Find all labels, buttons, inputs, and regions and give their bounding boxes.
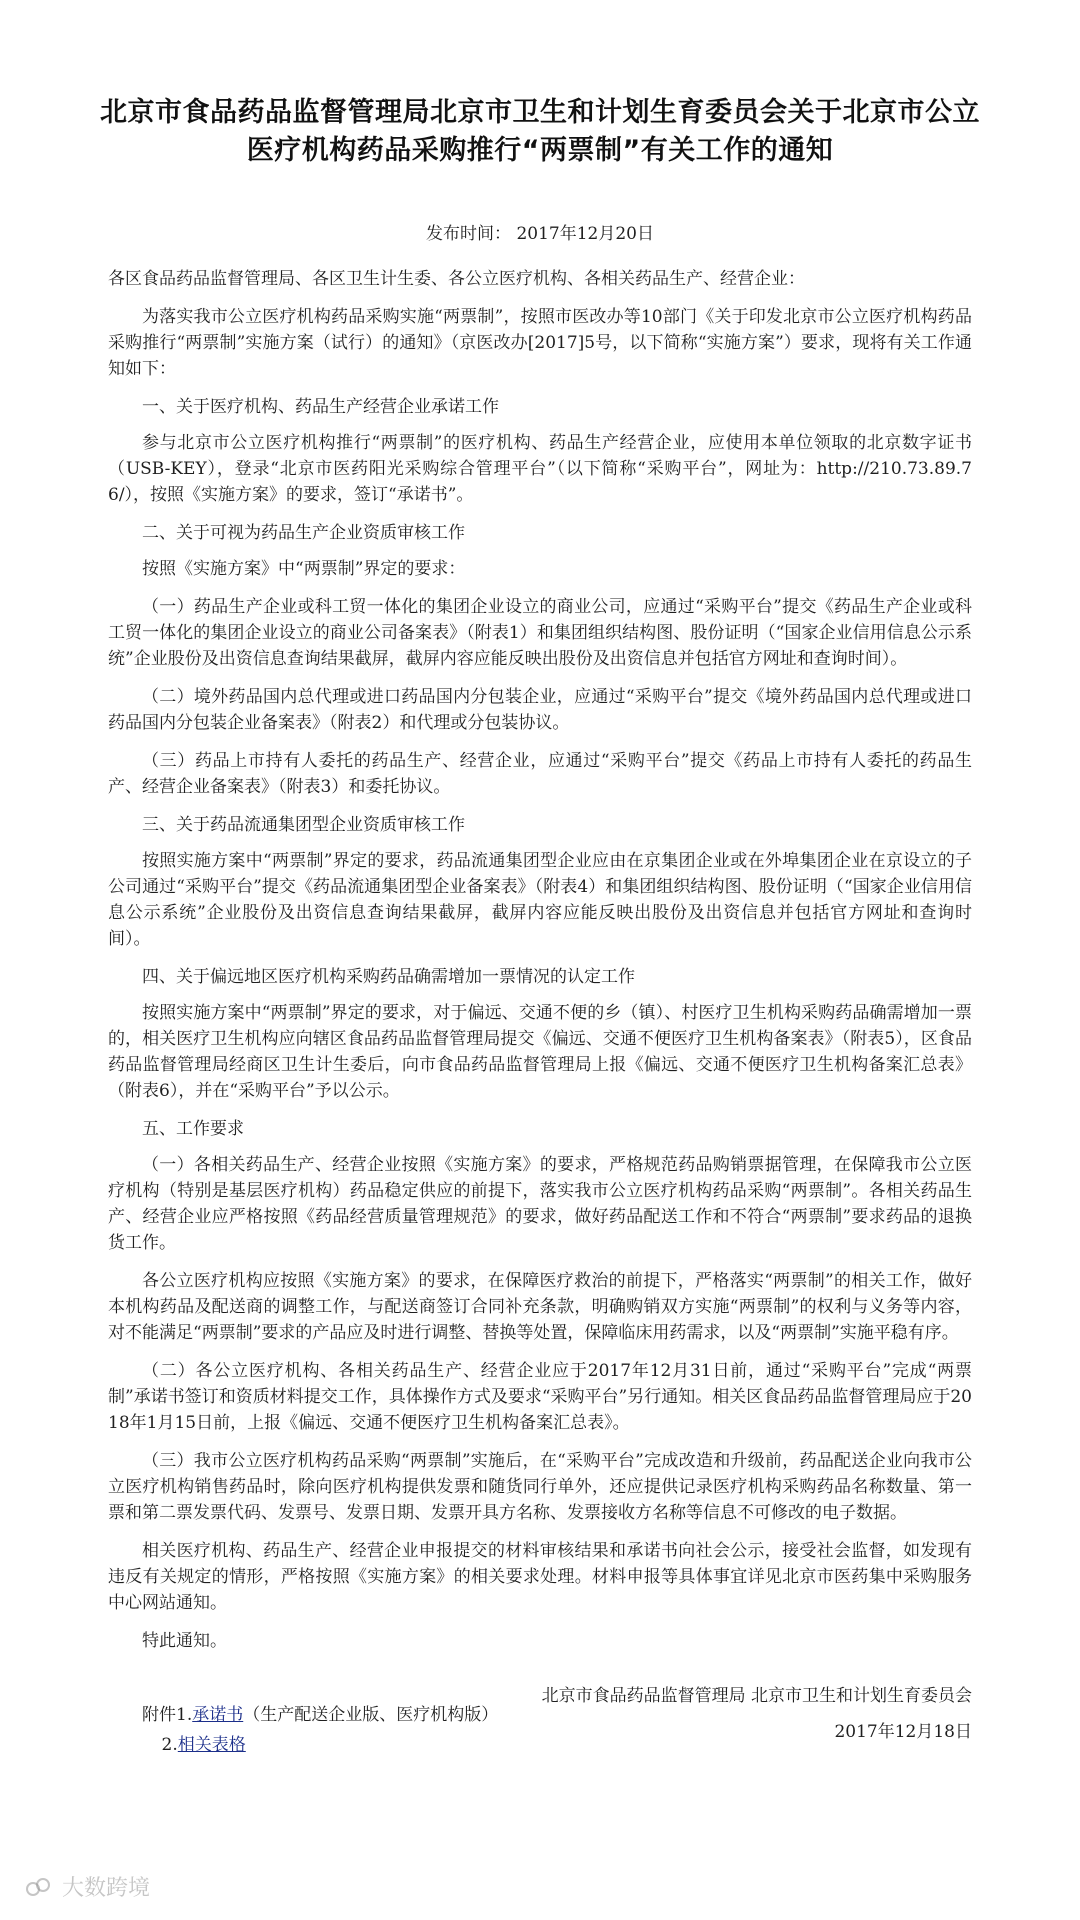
publish-date [108, 220, 972, 248]
section-1-heading: 一、关于医疗机构、药品生产经营企业承诺工作 [142, 397, 499, 417]
section-3-heading: 三、关于药品流通集团型企业资质审核工作 [142, 815, 465, 835]
closing-line: 特此通知。 [142, 1631, 227, 1651]
salutation: 各区食品药品监督管理局、各区卫生计生委、各公立医疗机构、各相关药品生产、经营企业： [108, 269, 805, 289]
watermark [26, 1871, 150, 1902]
document-title: 北京市食品药品监督管理局北京市卫生和计划生育委员会关于北京市公立医疗机构药品采购推行“两票制”有关工作的通知 [100, 97, 980, 166]
section-5-heading: 五、工作要求 [142, 1119, 244, 1139]
section-2-paragraph-4: （三）药品上市持有人委托的药品生产、经营企业，应通过“采购平台”提交《药品上市持有人委托的药品生产、经营企业备案表》（附表3）和委托协议。 [108, 751, 972, 797]
publish-date-value: 2017年12月20日 [516, 224, 654, 244]
section-5-paragraph-1: （一）各相关药品生产、经营企业按照《实施方案》的要求，严格规范药品购销票据管理，在保障我市公立医疗机构（特别是基层医疗机构）药品稳定供应的前提下，落实我市公立医疗机构药品采购“两票制”。各相关药品生产、经营企业应严格按照《药品经营质量管理规范》的要求，做好药品配送工作和不符合“两票制”要求药品的退换货工作。 [108, 1155, 972, 1253]
section-5-paragraph-2: 各公立医疗机构应按照《实施方案》的要求，在保障医疗救治的前提下，严格落实“两票制”的相关工作，做好本机构药品及配送商的调整工作，与配送商签订合同补充条款，明确购销双方实施“两票制”的权利与义务等内容，对不能满足“两票制”要求的产品应及时进行调整、替换等处置，保障临床用药需求，以及“两票制”实施平稳有序。 [108, 1271, 972, 1343]
watermark-text: 大数跨境 [62, 1876, 151, 1901]
section-4-paragraph: 按照实施方案中“两票制”界定的要求，对于偏远、交通不便的乡（镇）、村医疗卫生机构采购药品确需增加一票的，相关医疗卫生机构应向辖区食品药品监督管理局提交《偏远、交通不便医疗卫生机构备案表》（附表5），区食品药品监督管理局经商区卫生计生委后，向市食品药品监督管理局上报《偏远、交通不便医疗卫生机构备案汇总表》（附表6），并在“采购平台”予以公示。 [108, 1003, 972, 1101]
attachment-2-link[interactable]: 相关表格 [177, 1735, 246, 1755]
publish-date-label: 发布时间： [426, 224, 512, 244]
signature-date: 2017年12月18日 [834, 1722, 972, 1742]
section-5-paragraph-4: （三）我市公立医疗机构药品采购“两票制”实施后，在“采购平台”完成改造和升级前，药品配送企业向我市公立医疗机构销售药品时，除向医疗机构提供发票和随货同行单外，还应提供记录医疗机构采购药品名称数量、第一票和第二票发票代码、发票号、发票日期、发票开具方名称、发票接收方名称等信息不可修改的电子数据。 [108, 1451, 972, 1523]
attachment-2-prefix: 2. [161, 1735, 178, 1755]
intro-paragraph: 为落实我市公立医疗机构药品采购实施“两票制”，按照市医改办等10部门《关于印发北京市公立医疗机构药品采购推行“两票制”实施方案（试行）的通知》（京医改办[2017]5号，以下简称“实施方案”）要求，现将有关工作通知如下： [108, 307, 972, 379]
attachment-1-prefix: 附件1. [142, 1705, 193, 1725]
section-5-paragraph-5: 相关医疗机构、药品生产、经营企业申报提交的材料审核结果和承诺书向社会公示，接受社会监督，如发现有违反有关规定的情形，严格按照《实施方案》的相关要求处理。材料申报等具体事宜详见北京市医药集中采购服务中心网站通知。 [108, 1541, 972, 1613]
section-2-paragraph-2: （一）药品生产企业或科工贸一体化的集团企业设立的商业公司，应通过“采购平台”提交《药品生产企业或科工贸一体化的集团企业设立的商业公司备案表》（附表1）和集团组织结构图、股份证明（“国家企业信用信息公示系统”企业股份及出资信息查询结果截屏，截屏内容应能反映出股份及出资信息并包括官方网址和查询时间）。 [108, 597, 972, 669]
attachment-1-link[interactable]: 承诺书 [192, 1705, 244, 1725]
signature-block [542, 1678, 972, 1750]
attachment-1-suffix: （生产配送企业版、医疗机构版） [243, 1705, 499, 1725]
section-1-paragraph: 参与北京市公立医疗机构推行“两票制”的医疗机构、药品生产经营企业，应使用本单位领取的北京数字证书（USB-KEY），登录“北京市医药阳光采购综合管理平台”（以下简称“采购平台”，网址为：http://210.73.89.76/），按照《实施方案》的要求，签订“承诺书”。 [108, 433, 972, 505]
section-4-heading: 四、关于偏远地区医疗机构采购药品确需增加一票情况的认定工作 [142, 967, 635, 987]
section-5-paragraph-3: （二）各公立医疗机构、各相关药品生产、经营企业应于2017年12月31日前，通过“采购平台”完成“两票制”承诺书签订和资质材料提交工作，具体操作方式及要求“采购平台”另行通知。相关区食品药品监督管理局应于2018年1月15日前，上报《偏远、交通不便医疗卫生机构备案汇总表》。 [108, 1361, 972, 1433]
watermark-logo-icon [26, 1876, 56, 1898]
section-2-paragraph-3: （二）境外药品国内总代理或进口药品国内分包装企业，应通过“采购平台”提交《境外药品国内总代理或进口药品国内分包装企业备案表》（附表2）和代理或分包装协议。 [108, 687, 972, 733]
section-3-paragraph: 按照实施方案中“两票制”界定的要求，药品流通集团型企业应由在京集团企业或在外埠集团企业在京设立的子公司通过“采购平台”提交《药品流通集团型企业备案表》（附表4）和集团组织结构图、股份证明（“国家企业信用信息公示系统”企业股份及出资信息查询结果截屏，截屏内容应能反映出股份及出资信息并包括官方网址和查询时间）。 [108, 851, 972, 949]
section-2-heading: 二、关于可视为药品生产企业资质审核工作 [142, 523, 465, 543]
section-2-paragraph-1: 按照《实施方案》中“两票制”界定的要求： [142, 559, 466, 579]
signature-issuer: 北京市食品药品监督管理局 北京市卫生和计划生育委员会 [541, 1686, 972, 1706]
